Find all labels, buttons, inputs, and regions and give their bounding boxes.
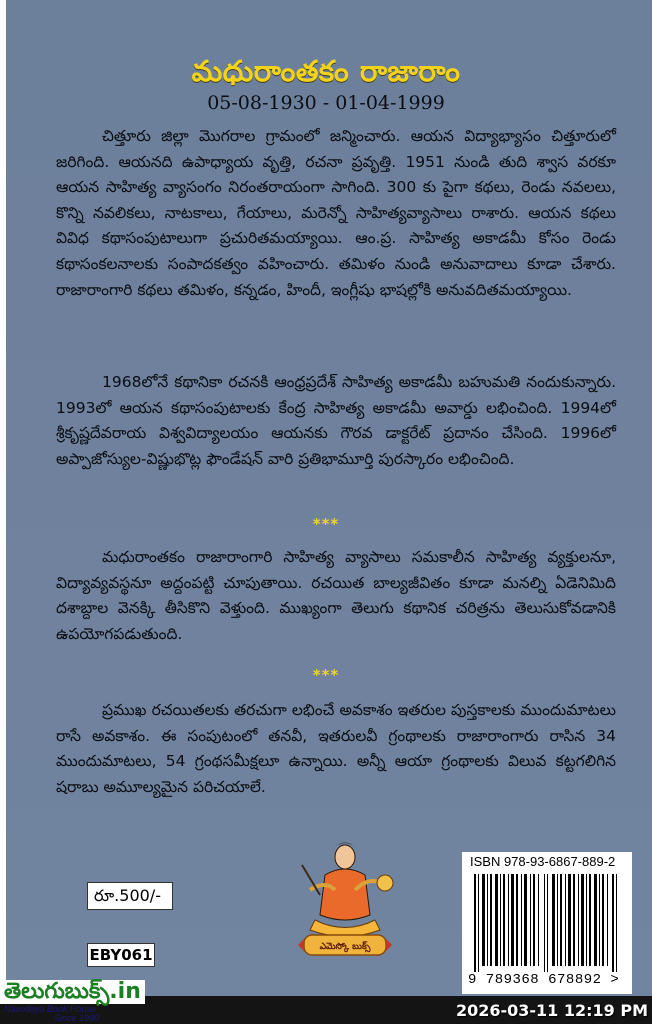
bio-paragraph-4: ప్రముఖ రచయితలకు తరచుగా లభించే అవకాశం ఇతరుల పుస్తకాలకు ముందుమాటలు రాసే అవకాశం. ఈ సంపుటంలో తనవీ, ఇతరులవీ గ్రంథాలకు రాజారాంగారు రాసిన 34 ముందుమాటలు, 54 గ్రంథసమీక్షలూ ఉన్నాయి. అన్నీ ఆయా గ్రంథాలకు విలువ కట్టగలిగిన షరాబు అమూల్యమైన పరిచయాలే. xyxy=(56,701,616,796)
isbn-label: ISBN 978-93-6867-889-2 xyxy=(470,854,616,869)
section-separator-2: *** xyxy=(312,666,340,684)
cover-edge xyxy=(0,0,6,1024)
watermark-subtitle: Navodaya Book House xyxy=(4,1004,97,1014)
author-dates: 05-08-1930 - 01-04-1999 xyxy=(207,92,445,114)
bio-paragraph-2: 1968లోనే కథానికా రచనకి ఆంధ్రప్రదేశ్ సాహిత్య అకాడమీ బహుమతి నందుకున్నారు. 1993లో ఆయన కథాసంపుటాలకు కేంద్ర సాహిత్య అకాడమీ అవార్డు లభించింది. 1994లో శ్రీకృష్ణదేవరాయ విశ్వవిద్యాలయం ఆయనకు గౌరవ డాక్టరేట్ ప్రదానం చేసింది. 1996లో అప్పాజోస్యుల-విష్ణుభొట్ల ఫౌండేషన్ వారి ప్రతిభామూర్తి పురస్కారం లభించింది. xyxy=(56,373,616,468)
barcode-digits: 9 789368 678892 > xyxy=(468,972,620,988)
bio-paragraph-1: చిత్తూరు జిల్లా మొగరాల గ్రామంలో జన్మించారు. ఆయన విద్యాభ్యాసం చిత్తూరులో జరిగింది. ఆయనది ఉపాధ్యాయ వృత్తి, రచనా ప్రవృత్తి. 1951 నుండి తుది శ్వాస వరకూ ఆయన సాహిత్య వ్యాసంగం నిరంతరాయంగా సాగింది. 300 కు పైగా కథలు, రెండు నవలలు, కొన్ని నవలికలు, నాటకాలు, గేయాలు, మరెన్నో సాహిత్యవ్యాసాలు రాశారు. ఆయన కథలు వివిధ కథాసంపుటాలుగా ప్రచురితమయ్యాయి. ఆం.ప్ర. సాహిత్య అకాడమీ కోసం రెండు కథాసంకలనాలకు సంపాదకత్వం వహించారు. తమిళం నుండి అనువాదాలు కూడా చేశారు. రాజారాంగారి కథలు తమిళం, కన్నడం, హిందీ, ఇంగ్లీషు భాషల్లోకి అనువదితమయ్యాయి. xyxy=(56,127,616,299)
watermark-since: Since 1990 xyxy=(54,1013,100,1023)
publisher-logo-text: ఎమెస్కో బుక్స్ xyxy=(319,942,371,952)
price-label: రూ.500/- xyxy=(87,882,173,910)
isbn-barcode-panel xyxy=(462,852,632,994)
bio-paragraph-3: మధురాంతకం రాజారాంగారి సాహిత్య వ్యాసాలు సమకాలీన సాహిత్య వ్యక్తులనూ, విద్యావ్యవస్థనూ అద్దంపట్టి చూపుతాయి. రచయిత బాల్యజీవితం కూడా మనల్ని ఏడెనిమిది దశాబ్దాల వెనక్కి తీసికొని వెళ్తుంది. ముఖ్యంగా తెలుగు కథానిక చరిత్రను తెలుసుకోవడానికి ఉపయోగపడుతుంది. xyxy=(56,548,616,643)
barcode-icon xyxy=(472,874,622,972)
section-separator-1: *** xyxy=(312,515,340,533)
publisher-logo xyxy=(290,835,400,960)
watermark-site: తెలుగుబుక్స్.in xyxy=(0,980,145,1004)
photo-timestamp: 2026-03-11 12:19 PM xyxy=(455,1001,648,1020)
book-code: EBY061 xyxy=(87,943,155,967)
author-title: మధురాంతకం రాజారాం xyxy=(191,54,461,88)
